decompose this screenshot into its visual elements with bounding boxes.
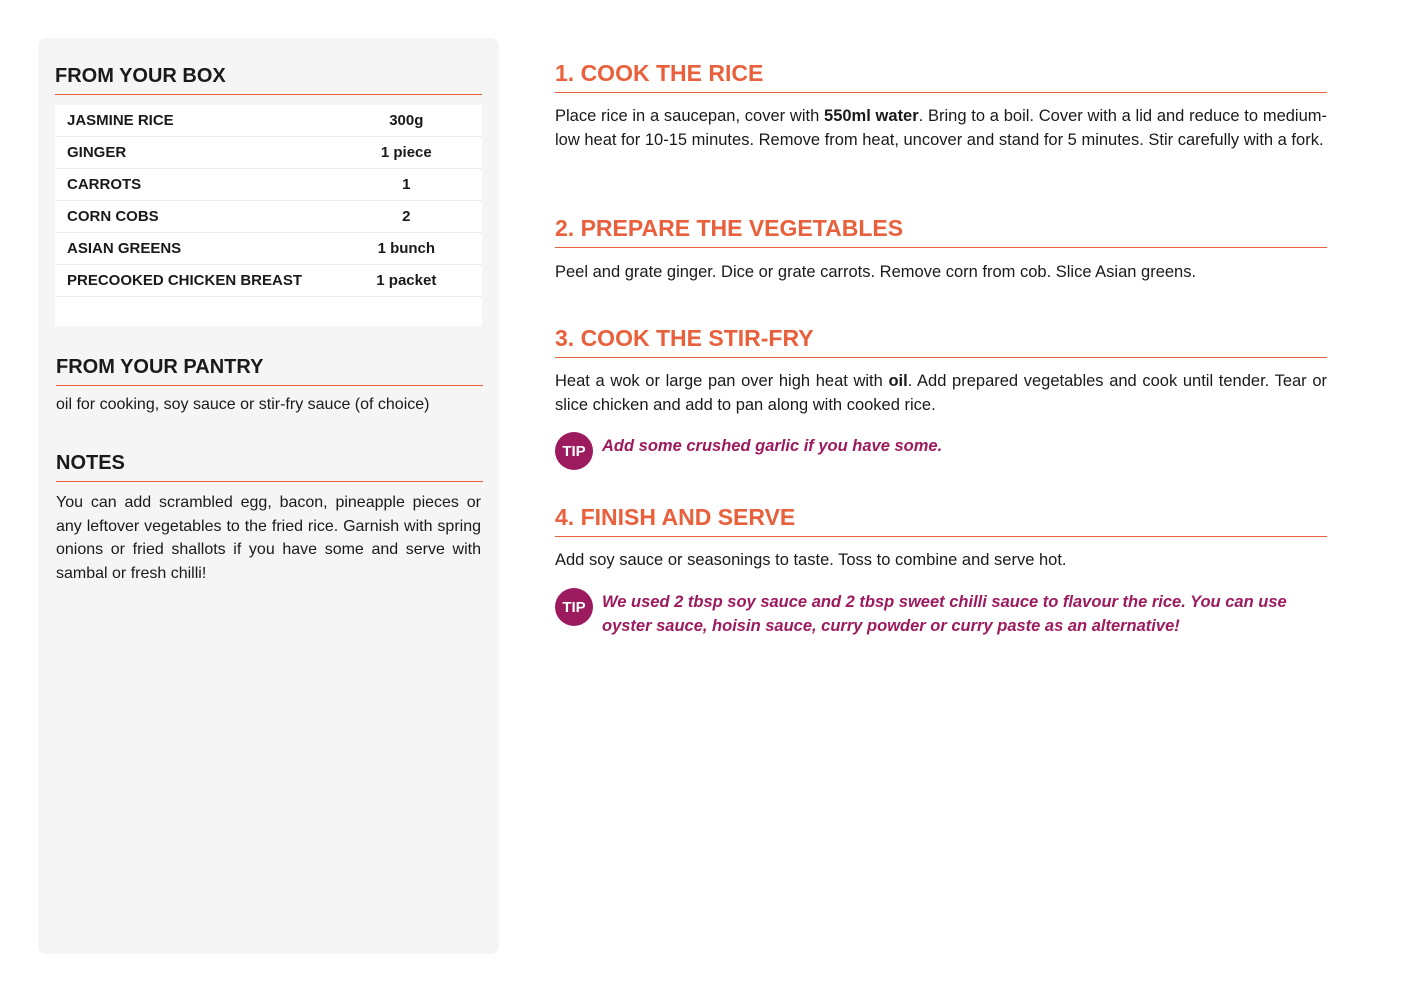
step-3-title: 3. COOK THE STIR-FRY bbox=[555, 324, 1327, 358]
ingredient-name: CORN COBS bbox=[67, 208, 159, 225]
ingredient-name: JASMINE RICE bbox=[67, 112, 174, 129]
box-ingredients-table bbox=[55, 105, 482, 326]
step-4-title: 4. FINISH AND SERVE bbox=[555, 503, 1327, 537]
ingredient-qty: 1 bunch bbox=[377, 240, 436, 257]
tip-text: We used 2 tbsp soy sauce and 2 tbsp sweet chilli sauce to flavour the rice. You can use oyster sauce, hoisin sauce, curry powder or curry paste as an alternative! bbox=[602, 593, 1287, 635]
pantry-text: oil for cooking, soy sauce or stir-fry sauce (of choice) bbox=[56, 396, 430, 413]
ingredient-qty: 1 piece bbox=[380, 144, 432, 161]
step-1-text: Place rice in a saucepan, cover with 550ml water. Bring to a boil. Cover with a lid and reduce to medium-low heat for 10-15 minutes. Remove from heat, uncover and stand for 5 minutes. Stir carefully with a fork. bbox=[555, 107, 1328, 149]
table-row bbox=[55, 233, 482, 265]
step-2-text: Peel and grate ginger. Dice or grate carrots. Remove corn from cob. Slice Asian greens. bbox=[555, 263, 1197, 281]
step-4-tip bbox=[555, 591, 1327, 638]
step-3-text: Heat a wok or large pan over high heat with oil. Add prepared vegetables and cook until tender. Tear or slice chicken and add to pan along with cooked rice. bbox=[555, 372, 1327, 414]
notes-text: You can add scrambled egg, bacon, pineapple pieces or any leftover vegetables to the fried rice. Garnish with spring onions or fried shallots if you have some and serve with sambal or fresh chilli! bbox=[56, 494, 481, 582]
step-1-title: 1. COOK THE RICE bbox=[555, 59, 1327, 93]
box-section-title: FROM YOUR BOX bbox=[55, 64, 482, 95]
step-1-bold: 550ml water bbox=[824, 107, 919, 125]
ingredients-sidebar bbox=[38, 38, 499, 954]
ingredient-qty: 300g bbox=[389, 112, 424, 129]
ingredient-name: GINGER bbox=[67, 144, 127, 161]
pantry-section-title: FROM YOUR PANTRY bbox=[56, 355, 483, 386]
tip-badge: TIP bbox=[555, 432, 593, 470]
ingredient-name: CARROTS bbox=[67, 176, 142, 193]
table-row bbox=[55, 137, 482, 169]
step-3-bold: oil bbox=[888, 372, 908, 390]
table-row bbox=[55, 105, 482, 137]
tip-badge: TIP bbox=[555, 588, 593, 626]
ingredient-name: ASIAN GREENS bbox=[67, 240, 182, 257]
table-row bbox=[55, 201, 482, 233]
step-2-title: 2. PREPARE THE VEGETABLES bbox=[555, 214, 1327, 248]
ingredient-qty: 2 bbox=[402, 208, 411, 225]
step-4-text: Add soy sauce or seasonings to taste. Toss to combine and serve hot. bbox=[555, 551, 1067, 569]
ingredient-name: PRECOOKED CHICKEN BREAST bbox=[67, 272, 303, 289]
table-row bbox=[55, 265, 482, 297]
ingredient-qty: 1 packet bbox=[376, 272, 437, 289]
step-3-tip bbox=[555, 435, 1327, 470]
table-row bbox=[55, 169, 482, 201]
notes-section-title: NOTES bbox=[56, 451, 483, 482]
tip-text: Add some crushed garlic if you have some. bbox=[602, 437, 943, 455]
ingredient-qty: 1 bbox=[402, 176, 411, 193]
